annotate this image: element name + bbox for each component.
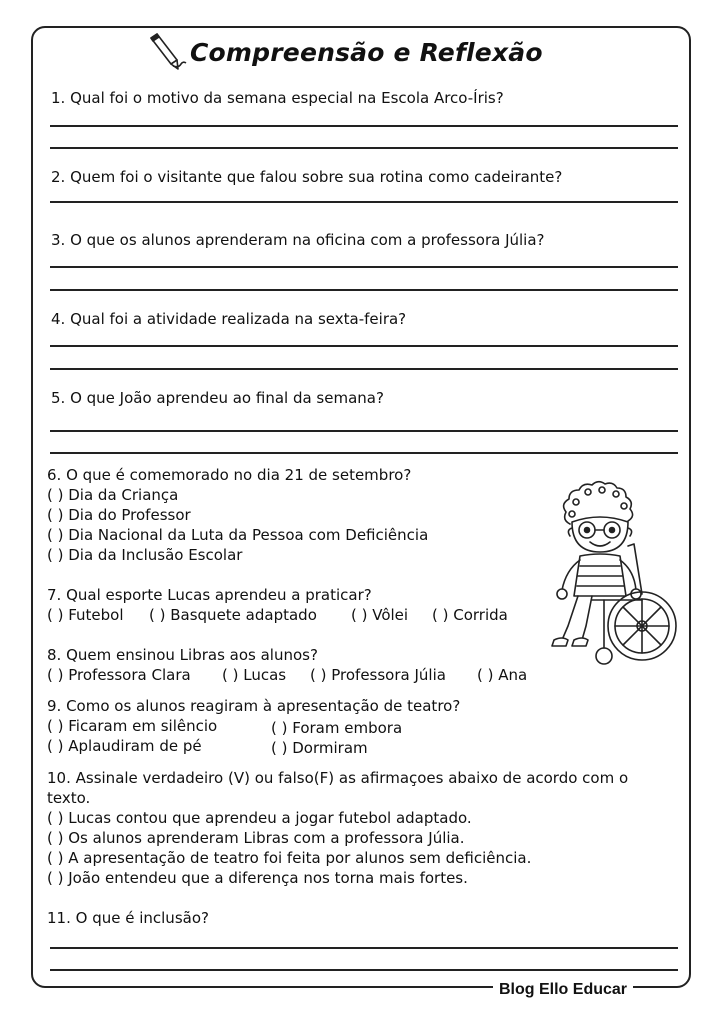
boy-in-wheelchair-illustration (532, 476, 684, 676)
question-1: 1. Qual foi o motivo da semana especial na Escola Arco-Íris? (51, 89, 504, 107)
answer-line[interactable] (50, 368, 678, 370)
answer-line[interactable] (50, 345, 678, 347)
question-9: 9. Como os alunos reagiram à apresentação de teatro? (47, 697, 461, 715)
question-4: 4. Qual foi a atividade realizada na sexta-feira? (51, 310, 407, 328)
question-10: 10. Assinale verdadeiro (V) ou falso(F) as afirmaçoes abaixo de acordo com o (47, 769, 629, 787)
option[interactable]: ( ) Professora Júlia (310, 666, 446, 684)
option[interactable]: ( ) Dia da Inclusão Escolar (47, 546, 243, 564)
footer-brand: Blog Ello Educar (493, 981, 633, 999)
pencil-icon (145, 30, 189, 74)
answer-line[interactable] (50, 452, 678, 454)
answer-line[interactable] (50, 430, 678, 432)
option[interactable]: ( ) Ana (477, 666, 528, 684)
question-3: 3. O que os alunos aprenderam na oficina com a professora Júlia? (51, 231, 545, 249)
question-11: 11. O que é inclusão? (47, 909, 209, 927)
option[interactable]: ( ) Dormiram (271, 739, 368, 757)
option[interactable]: ( ) Dia da Criança (47, 486, 179, 504)
option[interactable]: ( ) Vôlei (351, 606, 409, 624)
option[interactable]: ( ) Basquete adaptado (149, 606, 317, 624)
option[interactable]: ( ) Aplaudiram de pé (47, 737, 202, 755)
option[interactable]: ( ) Corrida (432, 606, 508, 624)
page-title: Compreensão e Reflexão (190, 38, 543, 67)
answer-line[interactable] (50, 289, 678, 291)
answer-line[interactable] (50, 201, 678, 203)
option[interactable]: ( ) Foram embora (271, 719, 403, 737)
answer-line[interactable] (50, 266, 678, 268)
question-6: 6. O que é comemorado no dia 21 de setembro? (47, 466, 412, 484)
question-10-continued: texto. (47, 789, 91, 807)
option[interactable]: ( ) A apresentação de teatro foi feita por alunos sem deficiência. (47, 849, 532, 867)
answer-line[interactable] (50, 969, 678, 971)
option[interactable]: ( ) Dia Nacional da Luta da Pessoa com Deficiência (47, 526, 429, 544)
answer-line[interactable] (50, 947, 678, 949)
question-5: 5. O que João aprendeu ao final da semana? (51, 389, 384, 407)
option[interactable]: ( ) Dia do Professor (47, 506, 191, 524)
answer-line[interactable] (50, 125, 678, 127)
option[interactable]: ( ) Ficaram em silêncio (47, 717, 218, 735)
option[interactable]: ( ) Lucas contou que aprendeu a jogar futebol adaptado. (47, 809, 472, 827)
answer-line[interactable] (50, 147, 678, 149)
question-8: 8. Quem ensinou Libras aos alunos? (47, 646, 318, 664)
option[interactable]: ( ) João entendeu que a diferença nos torna mais fortes. (47, 869, 468, 887)
question-7: 7. Qual esporte Lucas aprendeu a praticar? (47, 586, 372, 604)
option[interactable]: ( ) Os alunos aprenderam Libras com a professora Júlia. (47, 829, 465, 847)
option[interactable]: ( ) Futebol (47, 606, 124, 624)
question-2: 2. Quem foi o visitante que falou sobre sua rotina como cadeirante? (51, 168, 563, 186)
option[interactable]: ( ) Professora Clara (47, 666, 191, 684)
option[interactable]: ( ) Lucas (222, 666, 287, 684)
